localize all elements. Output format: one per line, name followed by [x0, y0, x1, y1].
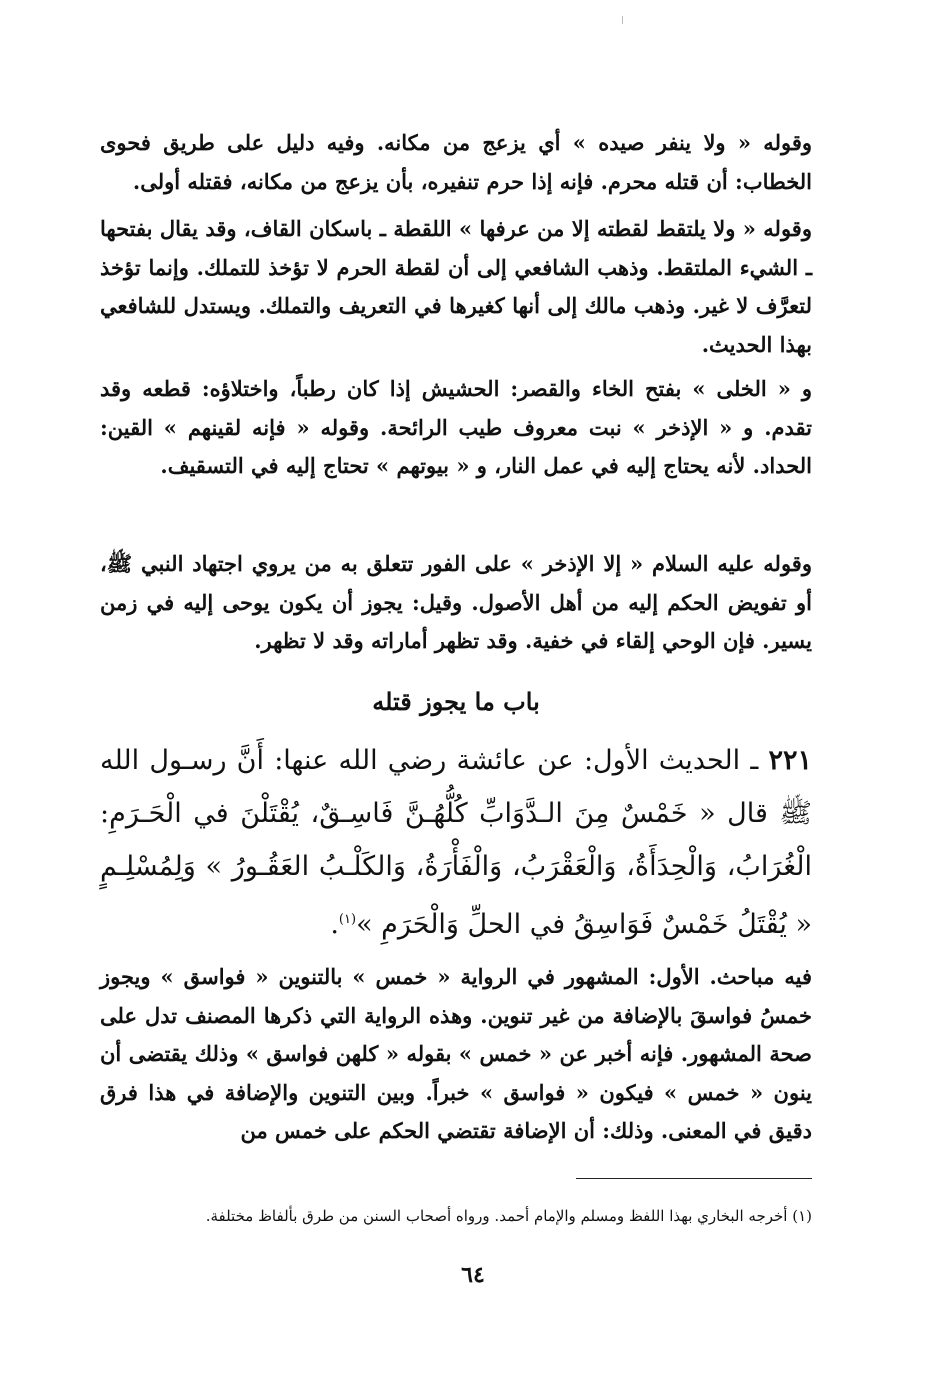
page-number: ٦٤ [461, 1262, 485, 1288]
scan-mark [622, 16, 623, 24]
paragraph-exception-idhkhir: وقوله عليه السلام « إلا الإذخر » على الفور تتعلق به من يروي اجتهاد النبي ﷺ، أو تفويض الحكم إليه من أهل الأصول. وقيل: يجوز أن يكون يوحى إليه في زمن يسير. فإن الوحي إلقاء في خفية. وقد تظهر أماراته وقد لا تظهر. [100, 551, 812, 653]
paragraph-khala-idhkhir: و « الخلى » بفتح الخاء والقصر: الحشيش إذا كان رطباً، واختلاؤه: قطعه وقد تقدم. و « الإذخر » نبت معروف طيب الرائحة. وقوله « فإنه لقينهم » القين: الحداد. لأنه يحتاج إليه في عمل النار، و « بيوتهم » تحتاج إليه في التسقيف. [100, 376, 812, 478]
hadith-end-punct: . [330, 909, 339, 940]
hadith-body: ـ الحديث الأول: عن عائشة رضي الله عنها: أَنَّ رسـول الله ﷺ قال « خَمْسٌ مِنَ الـدَّوَابِّ كُلُّهُـنَّ فَاسِـقٌ، يُقْتَلْنَ في الْحَـرَمِ: الْغُرَابُ، وَالْحِدَأَةُ، وَالْعَقْرَبُ، وَالْفَأْرَةُ، وَالكَلْـبُ العَقُـورُ » وَلِمُسْلِـمٍ « يُقْتَلُ خَمْسٌ فَوَاسِقُ في الحلِّ وَالْحَرَمِ » [100, 745, 812, 940]
paragraph-commentary: فيه مباحث. الأول: المشهور في الرواية « خمس » بالتنوين « فواسق » ويجوز خمسُ فواسقَ بالإضافة من غير تنوين. وهذه الرواية التي ذكرها المصنف تدل على صحة المشهور. فإنه أخبر عن « خمس » بقوله « كلهن فواسق » وذلك يقتضى أن ينون « خمس » فيكون « فواسق » خبراً. وبين التنوين والإضافة في هذا فرق دقيق في المعنى. وذلك: أن الإضافة تقتضي الحكم على خمس من [100, 964, 812, 1143]
hadith-number: ٢٢١ [768, 745, 812, 776]
hadith-text [100, 734, 812, 951]
paragraph-no-disturbing-game: وقوله « ولا ينفر صيده » أي يزعج من مكانه. وفيه دليل على طريق فحوى الخطاب: أن قتله محرم. فإنه إذا حرم تنفيره، بأن يزعج من مكانه، فقتله أولى. [100, 130, 812, 194]
footnote-divider [576, 1178, 812, 1179]
chapter-heading: باب ما يجوز قتله [372, 687, 540, 716]
paragraph-lost-property: وقوله « ولا يلتقط لقطته إلا من عرفها » اللقطة ـ باسكان القاف، وقد يقال بفتحها ـ الشيء الملتقط. وذهب الشافعي إلى أن لقطة الحرم لا تؤخذ للتملك. وإنما تؤخذ لتعرَّف لا غير. وذهب مالك إلى أنها كغيرها في التعريف والتملك. ويستدل للشافعي بهذا الحديث. [100, 216, 812, 357]
footnote: (١) أخرجه البخاري بهذا اللفظ ومسلم والإمام أحمد. ورواه أصحاب السنن من طرق بألفاظ مختلفة. [205, 1207, 812, 1225]
footnote-marker: (١) [338, 912, 357, 927]
